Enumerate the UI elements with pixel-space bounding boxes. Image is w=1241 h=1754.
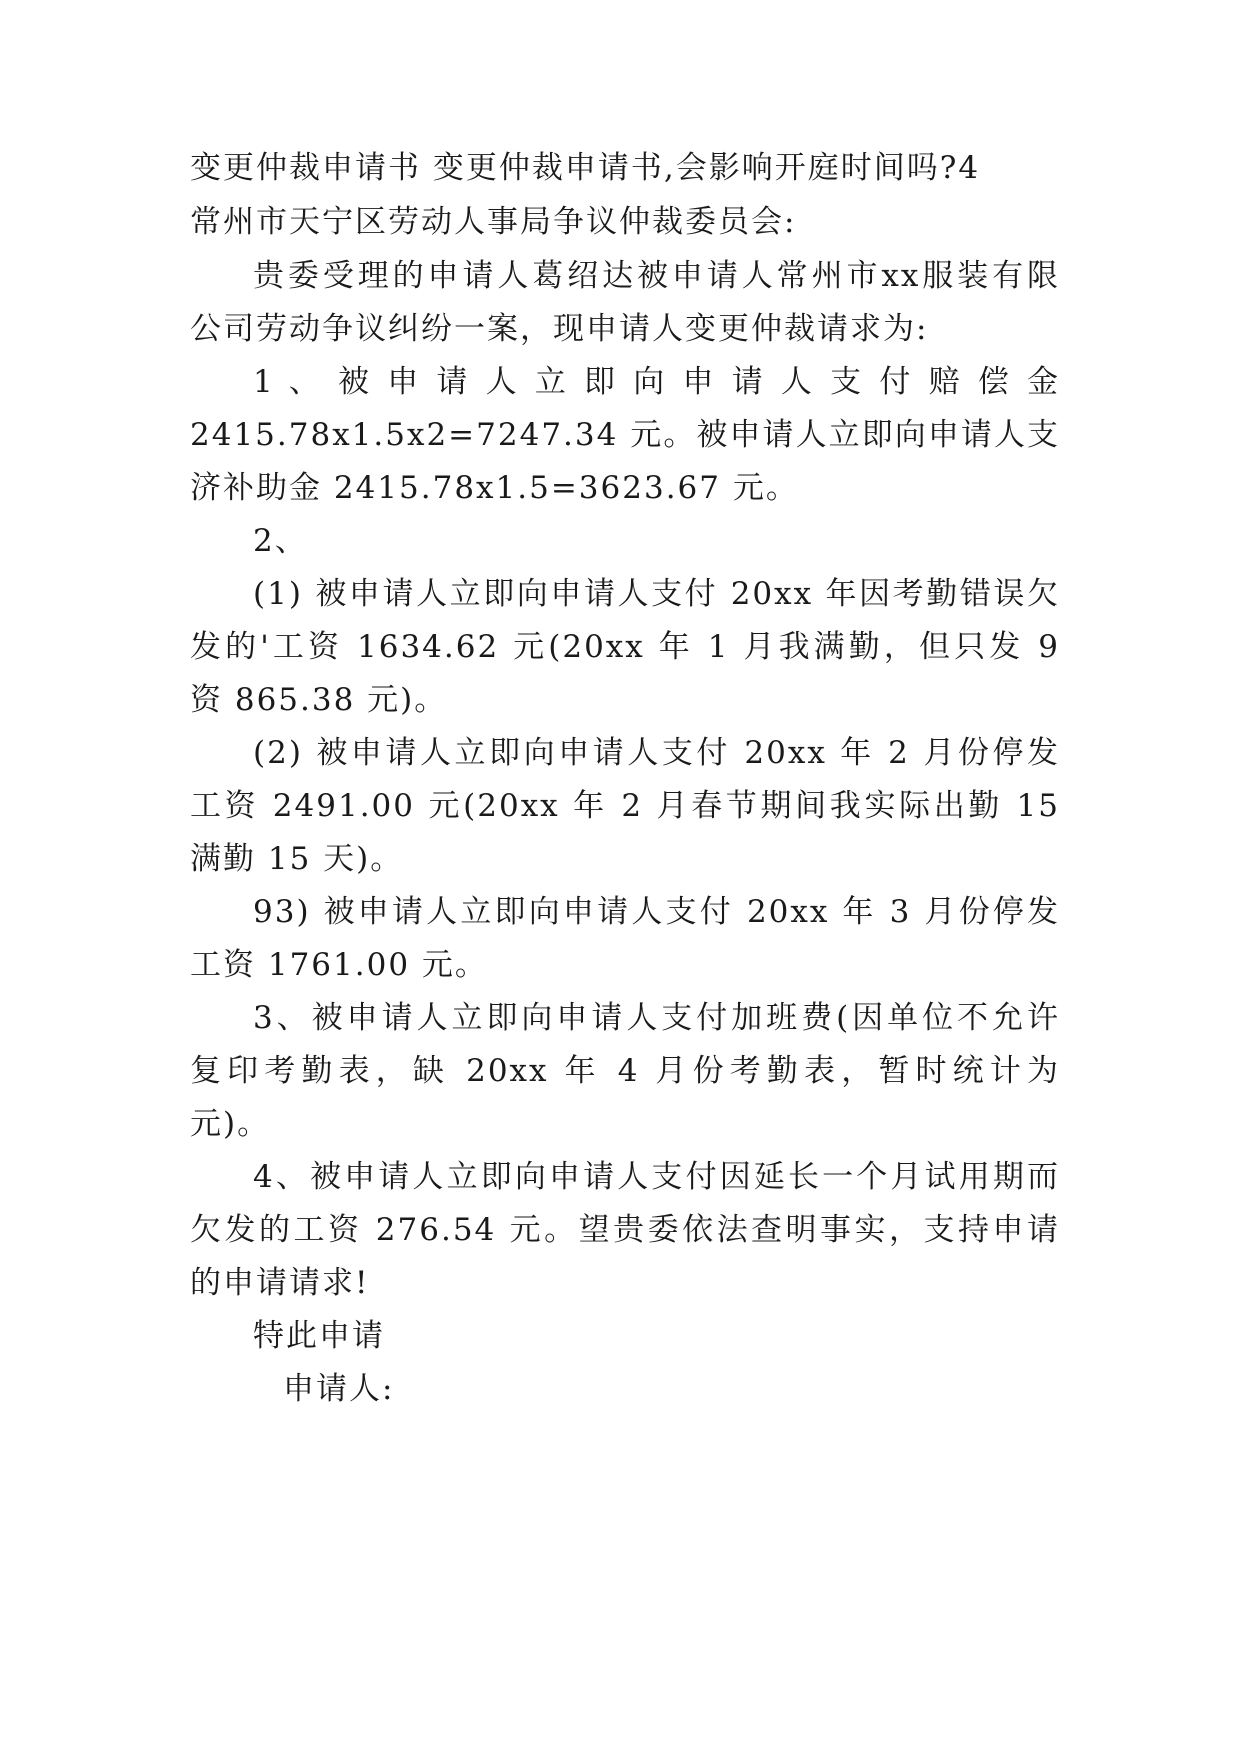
item4-line-2: 欠发的工资 276.54 元。望贵委依法查明事实，支持申请 [190, 1212, 1060, 1248]
signature-label: 申请人: [283, 1371, 395, 1407]
title-line: 变更仲裁申请书 变更仲裁申请书,会影响开庭时间吗?4 [190, 150, 981, 186]
item3-line-3: 元)。 [190, 1106, 271, 1142]
item2-3-line-1: 93) 被申请人立即向申请人支付 20xx 年 3 月份停发 [253, 894, 1060, 930]
item2-3-line-2: 工资 1761.00 元。 [190, 947, 488, 983]
item2-2-line-3: 满勤 15 天)。 [190, 841, 404, 877]
intro-line-2: 公司劳动争议纠纷一案，现申请人变更仲裁请求为: [190, 311, 929, 347]
item1-line-3: 济补助金 2415.78x1.5=3623.67 元。 [190, 470, 799, 506]
item4-line-3: 的申请请求! [190, 1265, 370, 1301]
item1-line-2: 2415.78x1.5x2=7247.34 元。被申请人立即向申请人支 [190, 417, 1060, 453]
item4-line-1: 4、被申请人立即向申请人支付因延长一个月试用期而 [253, 1159, 1060, 1195]
intro-line-1: 贵委受理的申请人葛绍达被申请人常州市xx服装有限 [253, 258, 1060, 294]
item2-label: 2、 [253, 523, 308, 559]
item1-line-1: 1 、 被 申 请 人 立 即 向 申 请 人 支 付 赔 偿 金 [253, 364, 1060, 400]
item3-line-2: 复印考勤表，缺 20xx 年 4 月份考勤表，暂时统计为 [190, 1053, 1060, 1089]
item2-2-line-1: (2) 被申请人立即向申请人支付 20xx 年 2 月份停发 [253, 735, 1060, 771]
item2-1-line-1: (1) 被申请人立即向申请人支付 20xx 年因考勤错误欠 [253, 576, 1060, 612]
item2-1-line-3: 资 865.38 元)。 [190, 682, 448, 718]
item2-2-line-2: 工资 2491.00 元(20xx 年 2 月春节期间我实际出勤 15 [190, 788, 1060, 824]
item2-1-line-2: 发的'工资 1634.62 元(20xx 年 1 月我满勤，但只发 9 [190, 629, 1060, 665]
addressee: 常州市天宁区劳动人事局争议仲裁委员会: [190, 204, 797, 240]
closing: 特此申请 [253, 1318, 385, 1354]
item3-line-1: 3、被申请人立即向申请人支付加班费(因单位不允许 [253, 1000, 1060, 1036]
